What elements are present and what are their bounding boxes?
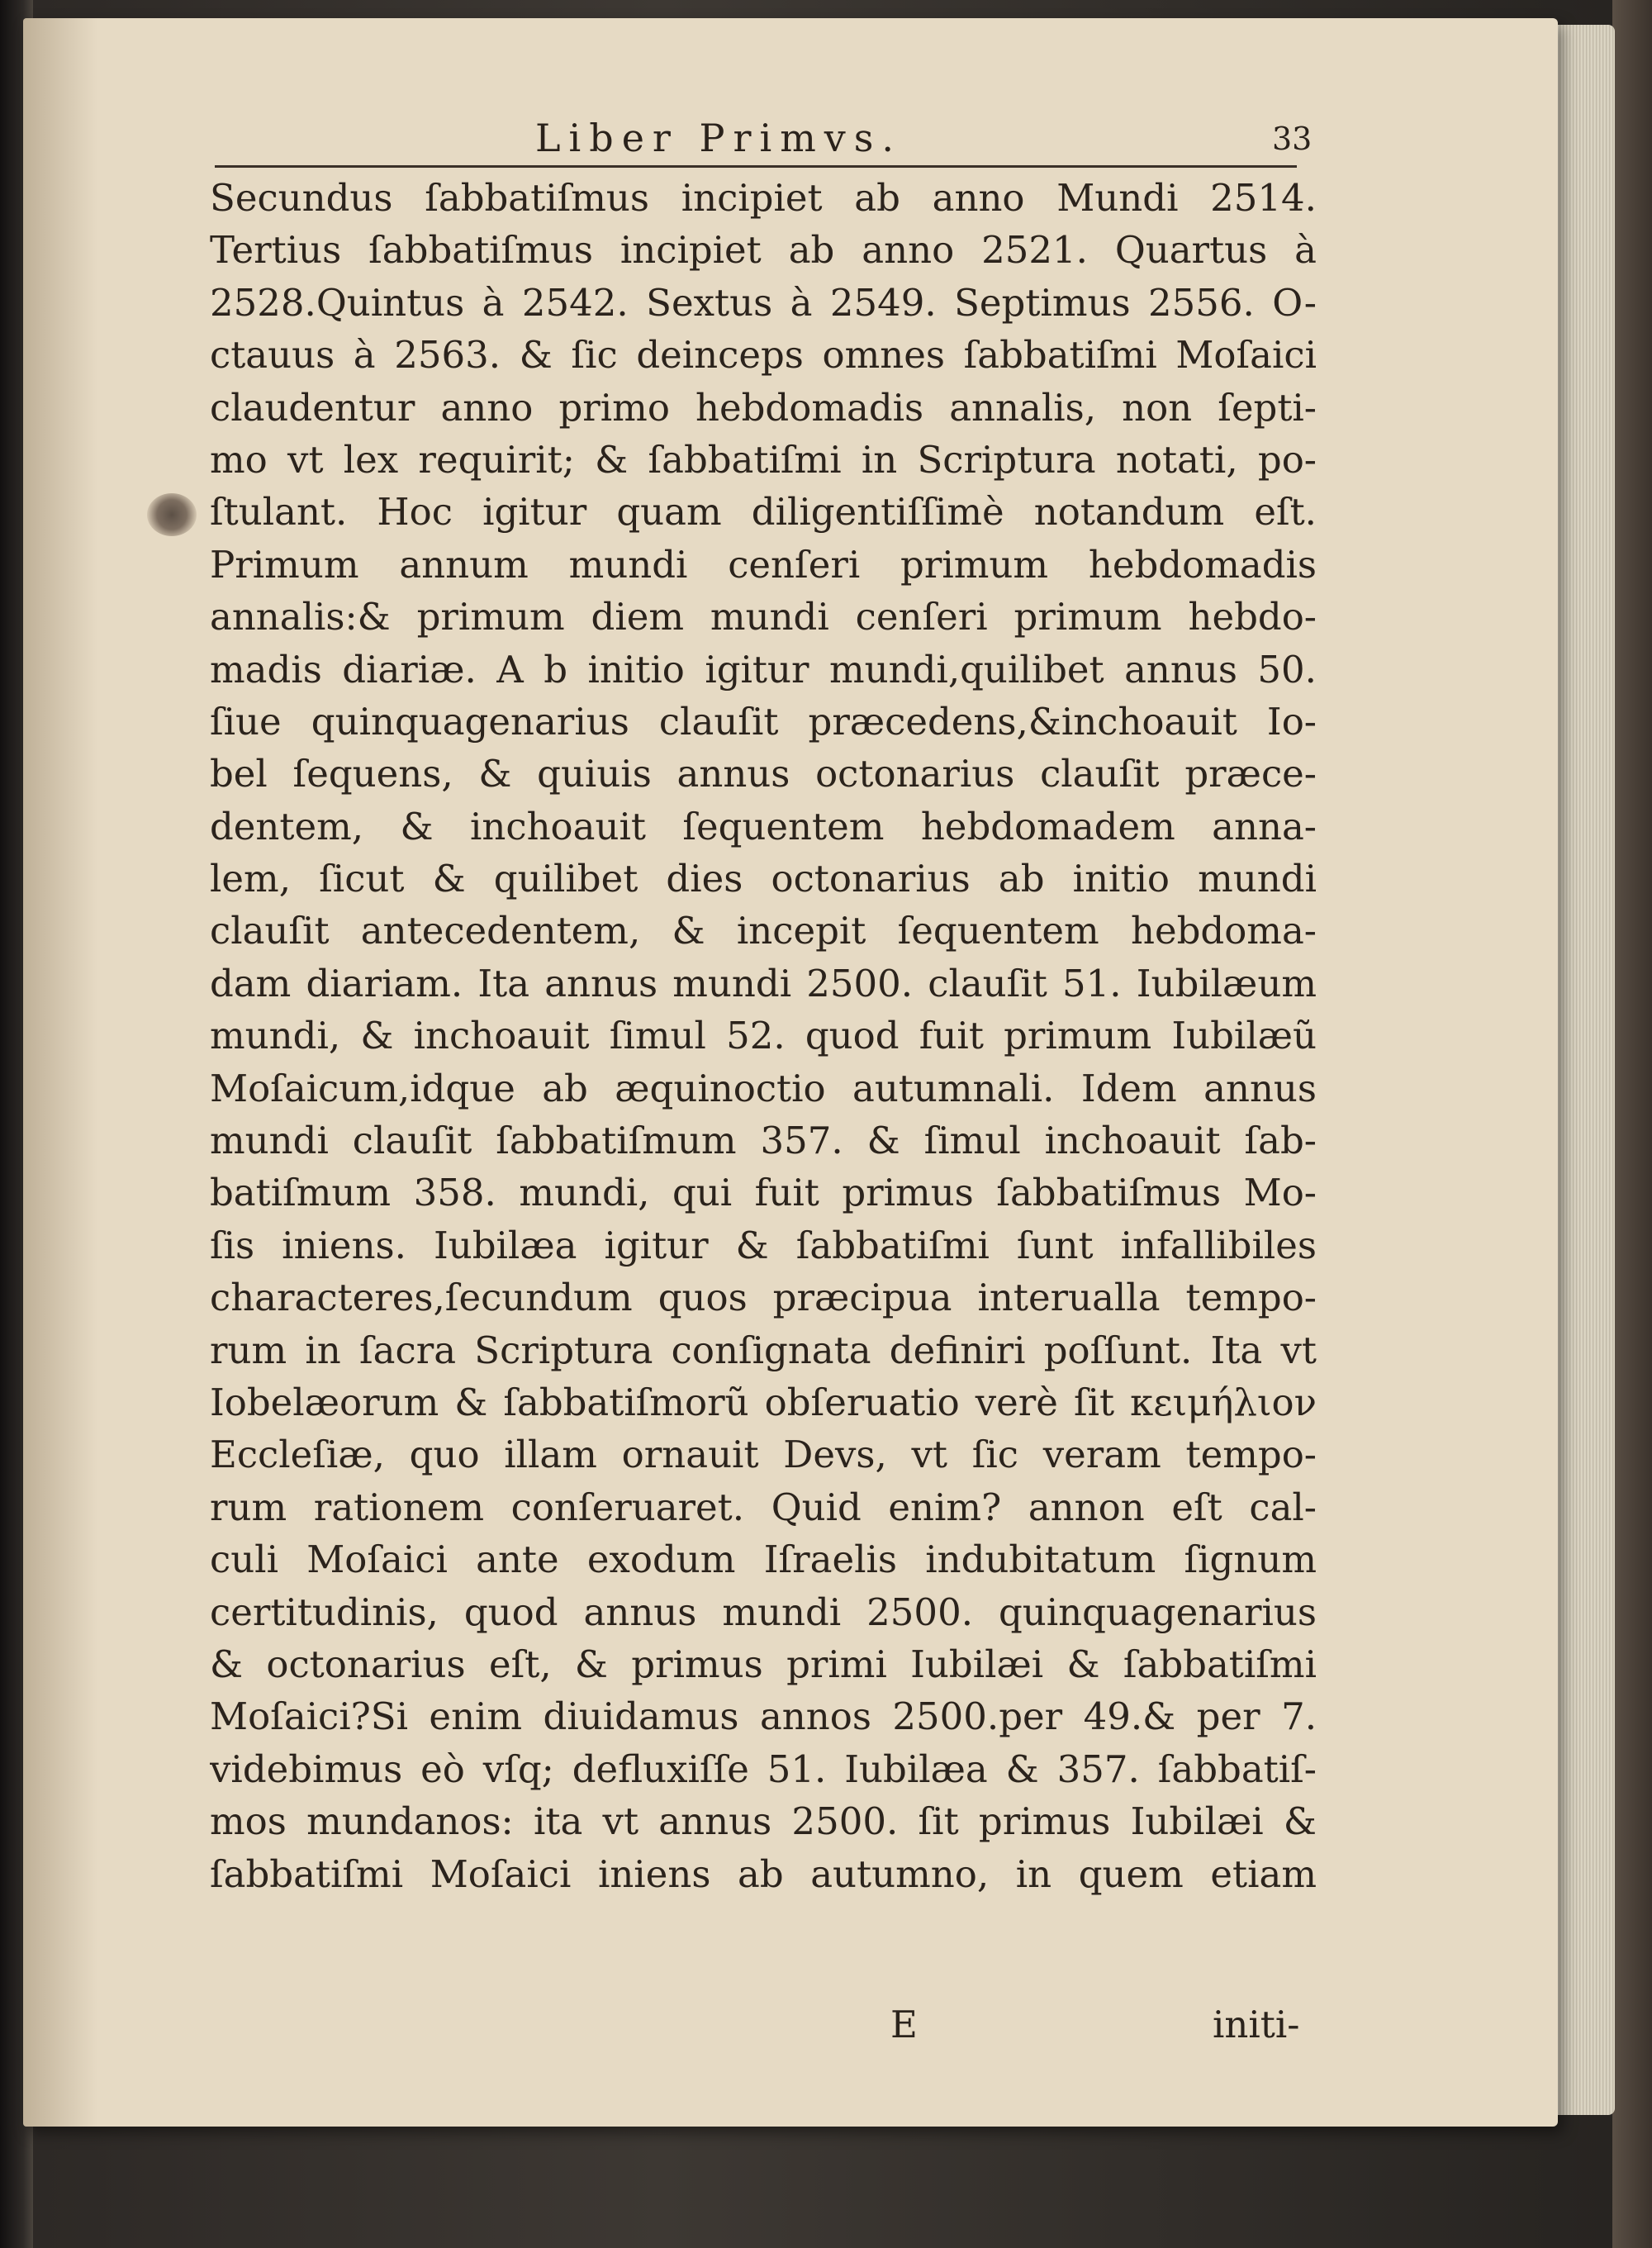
text-line: Iobelæorum & ſabbatiſmorũ obſeruatio verè ſit κειμήλιον [210, 1380, 1317, 1424]
running-head: Liber Primvs. [535, 116, 903, 160]
text-line: & octonarius eſt, & primus primi Iubilæi & ſabbatiſmi [210, 1642, 1317, 1686]
page-edges [1557, 25, 1615, 2115]
text-line: videbimus eò vſq; defluxiſſe 51. Iubilæa & 357. ſabbatiſ- [210, 1747, 1317, 1791]
text-line: Primum annum mundi cenſeri primum hebdomadis [210, 542, 1317, 587]
catchword: initi- [1213, 2003, 1300, 2046]
text-line: characteres,ſecundum quos præcipua interualla tempo- [210, 1276, 1317, 1320]
text-line: clauſit antecedentem, & incepit ſequentem hebdoma- [210, 909, 1317, 953]
text-line: Secundus ſabbatiſmus incipiet ab anno Mundi 2514. [210, 176, 1317, 220]
text-line: Moſaicum,idque ab æquinoctio autumnali. Idem annus [210, 1066, 1317, 1110]
text-line: ctauus à 2563. & ſic deinceps omnes ſabbatiſmi Moſaici [210, 333, 1317, 378]
text-line: bel ſequens, & quiuis annus octonarius clauſit præce- [210, 752, 1317, 796]
text-line: mo vt lex requirit; & ſabbatiſmi in Scriptura notati, po- [210, 437, 1317, 482]
text-line: mundi, & inchoauit ſimul 52. quod fuit primum Iubilæũ [210, 1014, 1317, 1058]
text-line: rum rationem conſeruaret. Quid enim? annon eſt cal- [210, 1485, 1317, 1529]
text-line: dentem, & inchoauit ſequentem hebdomadem anna- [210, 804, 1317, 848]
text-line: mundi clauſit ſabbatiſmum 357. & ſimul inchoauit ſab- [210, 1119, 1317, 1163]
text-line: 2528.Quintus à 2542. Sextus à 2549. Septimus 2556. O- [210, 280, 1317, 325]
text-line: ſabbatiſmi Moſaici iniens ab autumno, in quem etiam [210, 1851, 1317, 1896]
book-cover-edge [1612, 0, 1652, 2248]
text-line: mos mundanos: ita vt annus 2500. ſit primus Iubilæi & [210, 1799, 1317, 1844]
signature-mark: E [890, 2003, 918, 2046]
book-page [23, 18, 1558, 2127]
text-line: annalis:& primum diem mundi cenſeri primum hebdo- [210, 595, 1317, 639]
text-line: batiſmum 358. mundi, qui fuit primus ſabbatiſmus Mo- [210, 1171, 1317, 1215]
text-line: Moſaici?Si enim diuidamus annos 2500.per 49.& per 7. [210, 1694, 1317, 1739]
text-line: dam diariam. Ita annus mundi 2500. clauſit 51. Iubilæum [210, 961, 1317, 1005]
text-line: rum in ſacra Scriptura conſignata definiri poſſunt. Ita vt [210, 1328, 1317, 1372]
text-line: Eccleſiæ, quo illam ornauit Devs, vt ſic veram tempo- [210, 1433, 1317, 1477]
text-line: claudentur anno primo hebdomadis annalis, non ſepti- [210, 385, 1317, 430]
ink-stain [147, 493, 197, 536]
header-rule [215, 165, 1297, 168]
text-line: ſtulant. Hoc igitur quam diligentiſſimè notandum eſt. [210, 490, 1317, 535]
text-line: madis diariæ. A b initio igitur mundi,quilibet annus 50. [210, 647, 1317, 692]
text-line: ſiue quinquagenarius clauſit præcedens,&inchoauit Io- [210, 699, 1317, 744]
text-line: certitudinis, quod annus mundi 2500. quinquagenarius [210, 1590, 1317, 1634]
text-line: lem, ſicut & quilibet dies octonarius ab initio mundi [210, 857, 1317, 901]
text-line: culi Moſaici ante exodum Iſraelis indubitatum ſignum [210, 1537, 1317, 1582]
text-line: Tertius ſabbatiſmus incipiet ab anno 2521. Quartus à [210, 228, 1317, 273]
text-line: ſis iniens. Iubilæa igitur & ſabbatiſmi ſunt infallibiles [210, 1223, 1317, 1267]
page-number: 33 [1272, 121, 1313, 157]
body-text [210, 172, 1317, 1900]
